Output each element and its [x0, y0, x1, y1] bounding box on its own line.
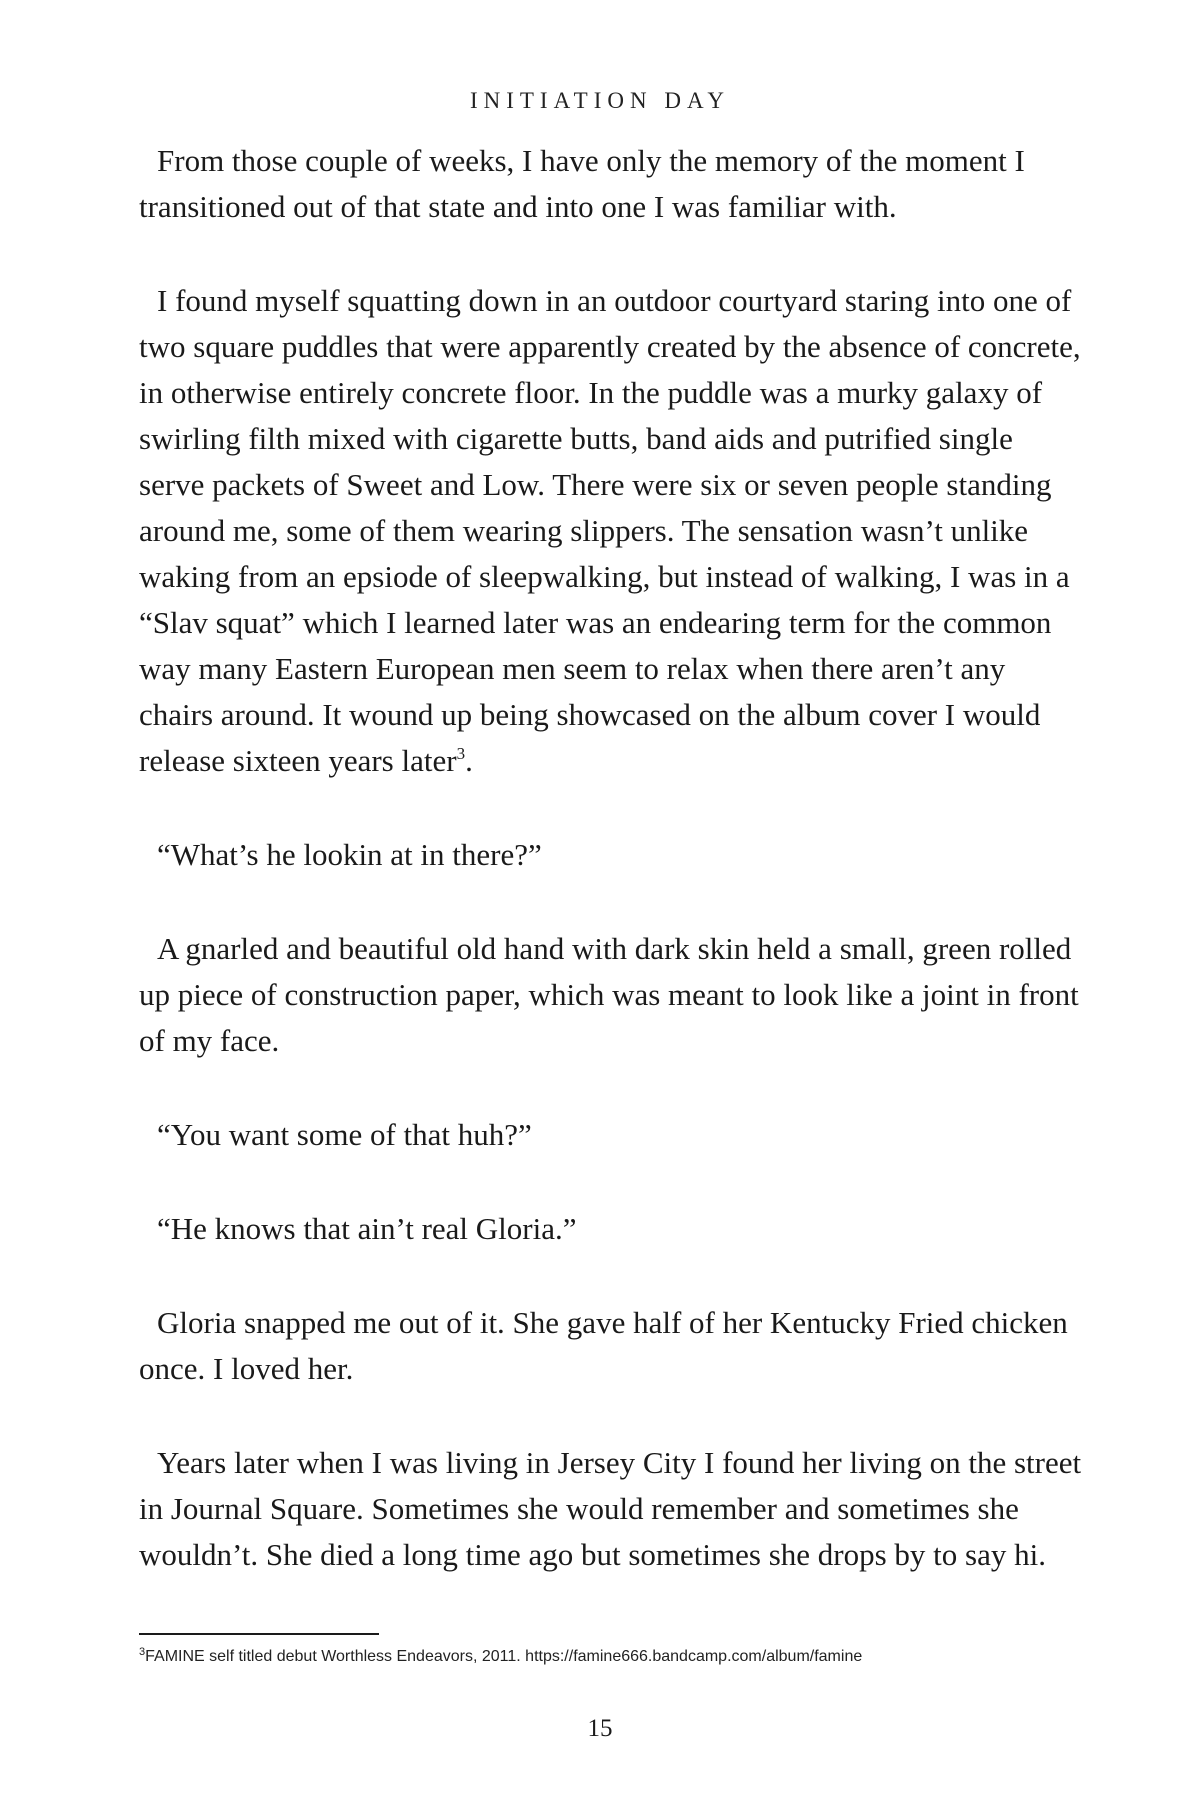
sentence-period: .: [465, 743, 473, 778]
footnote-marker: 3: [139, 1646, 146, 1658]
paragraph: Years later when I was living in Jersey City I found her living on the street in Journal Square. Sometimes she would remember and sometimes she wouldn’t. She died a long time ago but sometimes she drops by to say hi.: [139, 1445, 1082, 1572]
paragraph: A gnarled and beautiful old hand with dark skin held a small, green rolled up piece of construction paper, which was meant to look like a joint in front of my face.: [139, 931, 1079, 1058]
page-number: 15: [587, 1715, 613, 1742]
footnote: [139, 1646, 1084, 1668]
paragraph: “He knows that ain’t real Gloria.”: [157, 1211, 577, 1246]
paragraph-text: I found myself squatting down in an outdoor courtyard staring into one of two square puddles that were apparently created by the absence of concrete, in otherwise entirely concrete floor. In the puddle was a murky galaxy of swirling filth mixed with cigarette butts, band aids and putrified single serve packets of Sweet and Low. There were six or seven people standing around me, some of them wearing slippers. The sensation wasn’t unlike waking from an epsiode of sleepwalking, but instead of walking, I was in a “Slav squat” which I learned later was an endearing term for the common way many Eastern European men seem to relax when there aren’t any chairs around. It wound up being showcased on the album cover I would release sixteen years later: [139, 283, 1081, 778]
paragraph: “You want some of that huh?”: [157, 1117, 532, 1152]
body-text: [139, 138, 1084, 1626]
paragraph: Gloria snapped me out of it. She gave half of her Kentucky Fried chicken once. I loved her.: [139, 1305, 1068, 1386]
running-head: INITIATION DAY: [469, 88, 731, 113]
footnote-divider: [139, 1633, 379, 1635]
paragraph: “What’s he lookin at in there?”: [157, 837, 542, 872]
paragraph: [139, 278, 1084, 784]
paragraph: From those couple of weeks, I have only the memory of the moment I transitioned out of that state and into one I was familiar with.: [139, 143, 1025, 224]
footnote-reference: 3: [456, 744, 466, 763]
footnote-text: FAMINE self titled debut Worthless Endeavors, 2011. https://famine666.bandcamp.com/album/famine: [145, 1648, 863, 1665]
